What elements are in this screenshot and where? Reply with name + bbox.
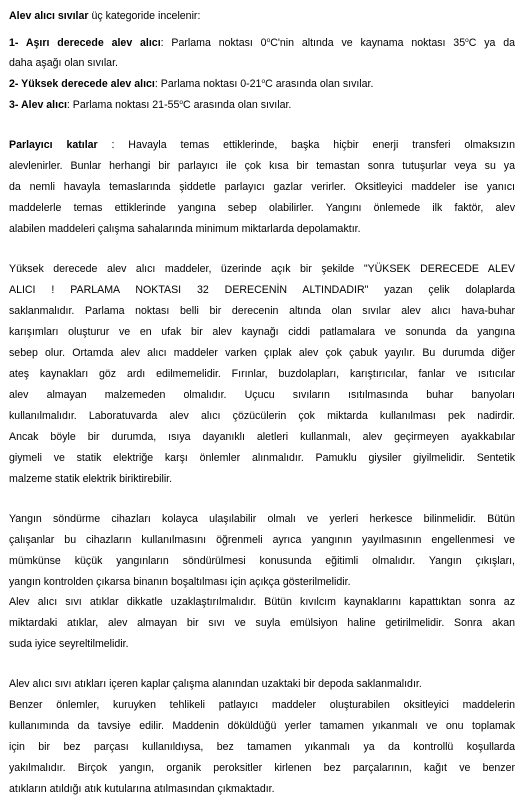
class-item-1-cont: daha aşağı olan sıvılar. — [9, 57, 118, 69]
waste-line: Alev alıcı sıvı atıkları içeren kaplar çalışma alanından uzaktaki bir depoda saklanmalıdır. — [9, 678, 422, 690]
waste-line: kullanımında da tavsiye edilir. Maddenin döküldüğü yerler tamamen yıkanmalı ve onu toplamak — [9, 720, 515, 732]
storage-line: malzeme statik elektrik biriktirebilir. — [9, 473, 173, 485]
extinguisher-line: Yangın söndürme cihazları kolayca ulaşılabilir olmalı ve yerleri herkesce bilinmelidir. Bütün — [9, 513, 515, 525]
flammable-line: alevlenirler. Bunlar herhangi bir parlayıcı ile çok kısa bir temastan sonra tutuşurlar veya su ya — [9, 160, 515, 172]
class-text: C'nin altında ve kaynama noktası 35 — [270, 37, 466, 49]
degree-mark: o — [465, 37, 469, 44]
storage-line: sebep olur. Ortamda alev alıcı maddeler varken çıplak alev çok çabuk yayılır. Bu durumda diğer — [9, 347, 515, 359]
extinguisher-line: suda iyice seyreltilmelidir. — [9, 638, 129, 650]
class-text: : Parlama noktası 0-21 — [154, 78, 262, 90]
flammable-line: maddelerle temas ettiklerinde yangına sebep olabilirler. Yangını önlemede ilk faktör, alev — [9, 202, 515, 214]
class-label: 2- Yüksek derecede alev alıcı — [9, 78, 155, 90]
degree-mark: o — [266, 37, 271, 44]
class-text: C arasında olan sıvılar. — [265, 78, 374, 90]
storage-line: ateş kaynakları göz ardı edilmemelidir. Fırınlar, buzdolapları, karıştırıcılar, fanlar ve ısıtıcılar — [9, 368, 515, 380]
class-text: C ya da — [468, 37, 515, 49]
class-label: 1- Aşırı derecede alev alıcı — [9, 37, 161, 49]
waste-line: Benzer önlemler, kuruyken tehlikeli patlayıcı maddeler oluşturabilen oksitleyici maddelerin — [9, 699, 515, 711]
storage-line: kullanılmalıdır. Laboratuvarda alev alıcı çözücülerin çok miktarda kullanılması pek nadirdir. — [9, 410, 515, 422]
storage-line: saklanmalıdır. Parlama noktası belli bir derecenin altında olan sıvılar alev alıcı hava-buhar — [9, 305, 515, 317]
classes-intro — [9, 10, 515, 23]
extinguisher-line: yangın kontrolden çıkarsa binanın boşaltılması için açıkça gösterilmelidir. — [9, 576, 351, 588]
storage-line: Ancak böyle bir durumda, ısıya dayanıklı aletleri kullanmalı, alev geçirmeyen ayakkabılar — [9, 431, 515, 443]
class-item-1 — [9, 37, 515, 50]
extinguisher-line: çalışanlar bu cihazların kullanılmasını öğrenmeli ayrıca yangının yayılmasının engellenmesi ve — [9, 534, 515, 546]
storage-line: giymeli ve statik elektriğe karşı önlemler alınmalıdır. Pamuklu giysiler giyilmelidir. Sentetik — [9, 452, 515, 464]
extinguisher-line: miktardaki atıklar, alev almayan bir sıvı ve suyla emülsiyon haline getirilmelidir. Sonra akan — [9, 617, 515, 629]
flammable-heading: Parlayıcı katılar — [9, 139, 98, 151]
intro-bold: Alev alıcı sıvılar — [9, 10, 89, 22]
storage-line: ALICI ! PARLAMA NOKTASI 32 DERECENİN ALTINDADIR" yazan çelik dolaplarda — [9, 284, 515, 296]
extinguisher-line: mümkünse küçük yangınların söndürülmesi konusunda eğitimli olmalıdır. Yangın çıkışları, — [9, 555, 515, 567]
storage-line: alev almayan malzemeden olmalıdır. Uçucu sıvıların ısıtılmasında buhar banyoları — [9, 389, 515, 401]
class-text: C arasında olan sıvılar. — [183, 99, 292, 111]
flammable-text: : Havayla temas ettiklerinde, başka hiçbir enerji transferi olmaksızın — [97, 139, 515, 151]
extinguisher-line: Alev alıcı sıvı atıklar dikkatle uzaklaştırılmalıdır. Bütün kıvılcım kaynaklarını kapattıktan sonra az — [9, 596, 515, 608]
waste-line: için bir bez parçası kullanıldıysa, bez tamamen yıkanmalı ya da kontrollü koşullarda — [9, 741, 515, 753]
flammable-line: alabilen maddeleri çalışma sahalarında minimum miktarlarda depolamaktır. — [9, 223, 361, 235]
degree-mark: o — [261, 78, 266, 85]
waste-line: atıkların atıldığı atık kutularına atılmasından çıkmaktadır. — [9, 783, 275, 795]
class-item-2 — [9, 78, 515, 91]
storage-line: karışımları oluşturur ve en ufak bir alev kaynağı ciddi patlamalara ve sonunda da yangına — [9, 326, 515, 338]
class-text: : Parlama noktası 21-55 — [66, 99, 180, 111]
class-label: 3- Alev alıcı — [9, 99, 67, 111]
degree-mark: o — [179, 99, 184, 106]
waste-line: yakılmalıdır. Birçok yangın, organik peroksitler kirlenen bez parçalarının, kağıt ve benzer — [9, 762, 515, 774]
storage-line: Yüksek derecede alev alıcı maddeler, üzerinde açık bir şekilde "YÜKSEK DERECEDE ALEV — [9, 263, 515, 275]
class-item-3 — [9, 99, 515, 112]
flammable-line: da nemli havayla temaslarında şiddetle parlayıcı gazlar verirler. Oksitleyici maddeler ise yanıcı — [9, 181, 515, 193]
flammable-line — [9, 139, 515, 152]
class-text: : Parlama noktası 0 — [160, 37, 267, 49]
intro-rest: üç kategoride incelenir: — [88, 10, 201, 22]
